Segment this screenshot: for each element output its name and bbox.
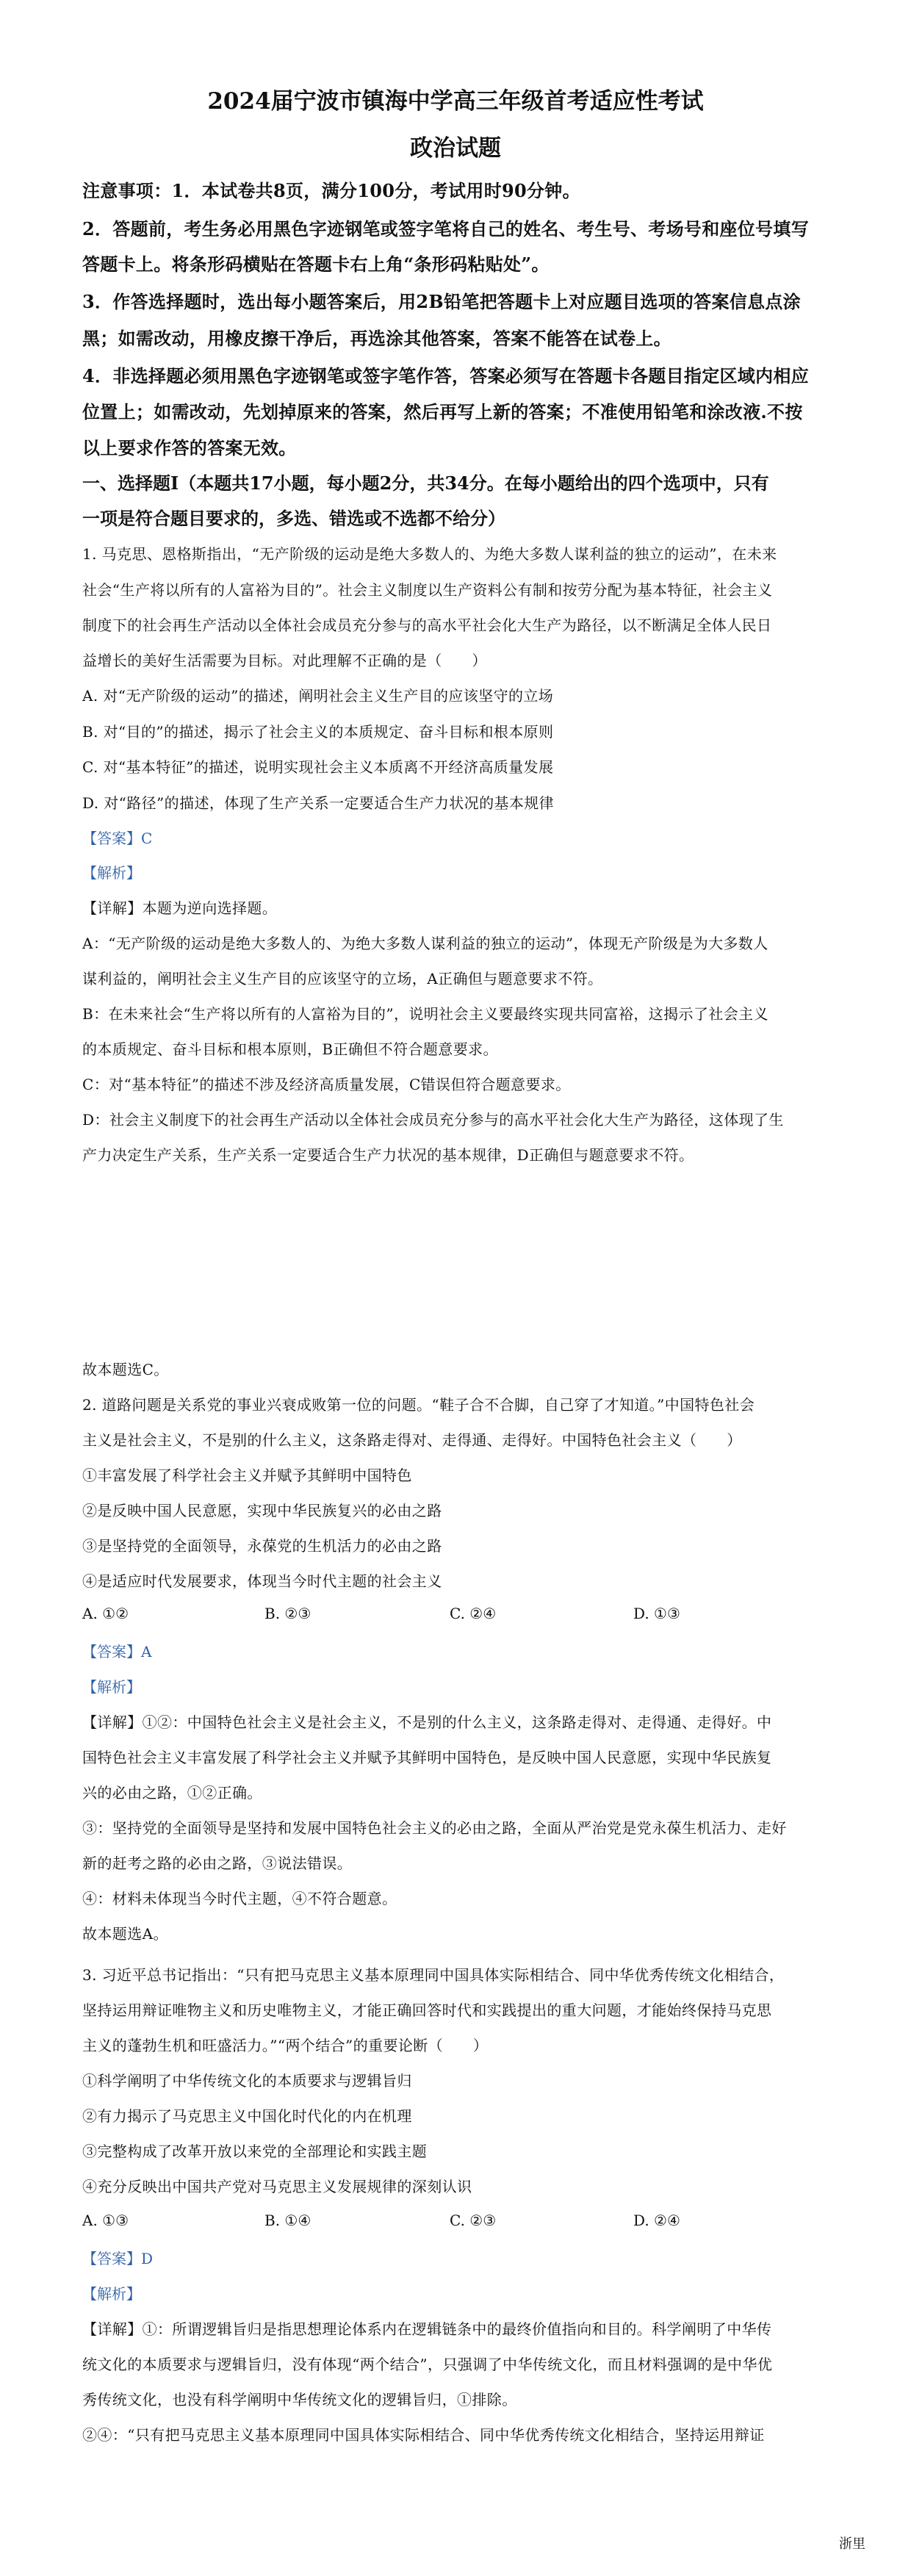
q3-analysis-tag: 【解析】 — [82, 2285, 141, 2303]
q2-answer: 【答案】A — [82, 1643, 152, 1661]
q2-detail: 兴的必由之路，①②正确。 — [82, 1784, 262, 1802]
note-line: 注意事项：1．本试卷共8页，满分100分，考试用时90分钟。 — [82, 180, 580, 201]
q2-choice-c: C. ②④ — [450, 1605, 497, 1622]
note-line: 位置上；如需改动，先划掉原来的答案，然后再写上新的答案；不准使用铅笔和涂改液.不按 — [82, 401, 803, 422]
q2-item: ④是适应时代发展要求，体现当今时代主题的社会主义 — [82, 1572, 442, 1590]
q2-item: ②是反映中国人民意愿，实现中华民族复兴的必由之路 — [82, 1502, 442, 1519]
q1-detail: B：在未来社会“生产将以所有的人富裕为目的”，说明社会主义要最终实现共同富裕，这揭示了社会主义 — [82, 1005, 768, 1023]
q3-detail: 【详解】①：所谓逻辑旨归是指思想理论体系内在逻辑链条中的最终价值指向和目的。科学阐明了中华传 — [82, 2320, 772, 2338]
q3-stem: 3. 习近平总书记指出：“只有把马克思主义基本原理同中国具体实际相结合、同中华优秀传统文化相结合， — [82, 1966, 785, 1984]
exam-subject: 政治试题 — [410, 135, 501, 162]
q2-detail: 【详解】①②：中国特色社会主义是社会主义，不是别的什么主义，这条路走得对、走得通、走得好。中 — [82, 1713, 772, 1731]
q3-item: ④充分反映出中国共产党对马克思主义发展规律的深刻认识 — [82, 2178, 472, 2195]
q1-option-b: B. 对“目的”的描述，揭示了社会主义的本质规定、奋斗目标和根本原则 — [82, 723, 554, 741]
q1-answer: 【答案】C — [82, 830, 153, 847]
q3-choice-c: C. ②③ — [450, 2212, 497, 2229]
q1-stem: 制度下的社会再生产活动以全体社会成员充分参与的高水平社会化大生产为路径，以不断满足全体人民日 — [82, 616, 772, 634]
q2-detail: 新的赶考之路的必由之路，③说法错误。 — [82, 1854, 353, 1872]
q1-stem: 益增长的美好生活需要为目标。对此理解不正确的是（ ） — [82, 652, 487, 669]
q2-item: ①丰富发展了科学社会主义并赋予其鲜明中国特色 — [82, 1467, 412, 1484]
q2-choice-a: A. ①② — [82, 1605, 129, 1622]
q1-analysis-tag: 【解析】 — [82, 864, 141, 882]
q2-choice-d: D. ①③ — [633, 1605, 680, 1622]
q3-answer: 【答案】D — [82, 2250, 154, 2267]
q1-detail: 谋利益的，阐明社会主义生产目的应该坚守的立场，A正确但与题意要求不符。 — [82, 970, 603, 987]
q3-item: ③完整构成了改革开放以来党的全部理论和实践主题 — [82, 2143, 428, 2160]
q1-stem: 1. 马克思、恩格斯指出，“无产阶级的运动是绝大多数人的、为绝大多数人谋利益的独立的运动”，在未来 — [82, 545, 777, 563]
q1-option-a: A. 对“无产阶级的运动”的描述，阐明社会主义生产目的应该坚守的立场 — [82, 687, 554, 705]
q3-detail: ②④：“只有把马克思主义基本原理同中国具体实际相结合、同中华优秀传统文化相结合，坚持运用辩证 — [82, 2426, 765, 2444]
q3-item: ②有力揭示了马克思主义中国化时代化的内在机理 — [82, 2107, 412, 2125]
q2-stem: 2. 道路问题是关系党的事业兴衰成败第一位的问题。“鞋子合不合脚，自己穿了才知道。”中国特色社会 — [82, 1396, 755, 1414]
q2-stem: 主义是社会主义，不是别的什么主义，这条路走得对、走得通、走得好。中国特色社会主义（ ） — [82, 1431, 742, 1449]
q1-detail: 【详解】本题为逆向选择题。 — [82, 899, 278, 917]
q1-option-c: C. 对“基本特征”的描述，说明实现社会主义本质离不开经济高质量发展 — [82, 758, 554, 776]
note-line: 以上要求作答的答案无效。 — [82, 437, 297, 458]
note-line: 答题卡上。将条形码横贴在答题卡右上角“条形码粘贴处”。 — [82, 253, 550, 275]
q2-detail: ④：材料未体现当今时代主题，④不符合题意。 — [82, 1890, 397, 1907]
q1-detail: 的本质规定、奋斗目标和根本原则，B正确但不符合题意要求。 — [82, 1040, 498, 1058]
q3-detail: 统文化的本质要求与逻辑旨归，没有体现“两个结合”，只强调了中华传统文化，而且材料强调的是中华优 — [82, 2356, 773, 2373]
section-heading: 一项是符合题目要求的，多选、错选或不选都不给分） — [82, 508, 505, 529]
q3-choice-b: B. ①④ — [264, 2212, 312, 2229]
q2-conclusion: 故本题选A。 — [82, 1925, 168, 1943]
q2-detail: ③：坚持党的全面领导是坚持和发展中国特色社会主义的必由之路，全面从严治党是党永葆生机活力、走好 — [82, 1819, 787, 1837]
note-line: 4．非选择题必须用黑色字迹钢笔或签字笔作答，答案必须写在答题卡各题目指定区域内相应 — [82, 365, 809, 386]
exam-title: 2024届宁波市镇海中学高三年级首考适应性考试 — [207, 88, 704, 115]
q1-option-d: D. 对“路径”的描述，体现了生产关系一定要适合生产力状况的基本规律 — [82, 794, 555, 812]
q3-item: ①科学阐明了中华传统文化的本质要求与逻辑旨归 — [82, 2072, 412, 2090]
q3-stem: 坚持运用辩证唯物主义和历史唯物主义，才能正确回答时代和实践提出的重大问题，才能始终保持马克思 — [82, 2001, 772, 2019]
q1-detail: C：对“基本特征”的描述不涉及经济高质量发展，C错误但符合题意要求。 — [82, 1076, 571, 1093]
q1-stem: 社会“生产将以所有的人富裕为目的”。社会主义制度以生产资料公有制和按劳分配为基本特征，社会主义 — [82, 581, 773, 599]
q3-choice-d: D. ②④ — [633, 2212, 680, 2229]
q1-conclusion: 故本题选C。 — [82, 1361, 169, 1378]
page-footer: 浙里 — [839, 2536, 865, 2552]
q3-stem: 主义的蓬勃生机和旺盛活力。”“两个结合”的重要论断（ ） — [82, 2037, 489, 2054]
q2-analysis-tag: 【解析】 — [82, 1678, 141, 1696]
q1-detail: D：社会主义制度下的社会再生产活动以全体社会成员充分参与的高水平社会化大生产为路径，这体现了生 — [82, 1111, 784, 1129]
q2-choice-b: B. ②③ — [264, 1605, 312, 1622]
q2-item: ③是坚持党的全面领导，永葆党的生机活力的必由之路 — [82, 1537, 442, 1555]
q1-detail: A：“无产阶级的运动是绝大多数人的、为绝大多数人谋利益的独立的运动”，体现无产阶级是为大多数人 — [82, 935, 768, 952]
section-heading: 一、选择题Ⅰ（本题共17小题，每小题2分，共34分。在每小题给出的四个选项中，只有 — [82, 472, 769, 494]
note-line: 黑；如需改动，用橡皮擦干净后，再选涂其他答案，答案不能答在试卷上。 — [82, 328, 671, 349]
q3-choice-a: A. ①③ — [82, 2212, 129, 2229]
q1-detail: 产力决定生产关系，生产关系一定要适合生产力状况的基本规律，D正确但与题意要求不符。 — [82, 1146, 694, 1164]
note-line: 2．答题前，考生务必用黑色字迹钢笔或签字笔将自己的姓名、考生号、考场号和座位号填写 — [82, 218, 809, 240]
q3-detail: 秀传统文化，也没有科学阐明中华传统文化的逻辑旨归，①排除。 — [82, 2391, 517, 2408]
q2-detail: 国特色社会主义丰富发展了科学社会主义并赋予其鲜明中国特色，是反映中国人民意愿，实现中华民族复 — [82, 1749, 772, 1766]
note-line: 3．作答选择题时，选出每小题答案后，用2B铅笔把答题卡上对应题目选项的答案信息点涂 — [82, 291, 801, 312]
